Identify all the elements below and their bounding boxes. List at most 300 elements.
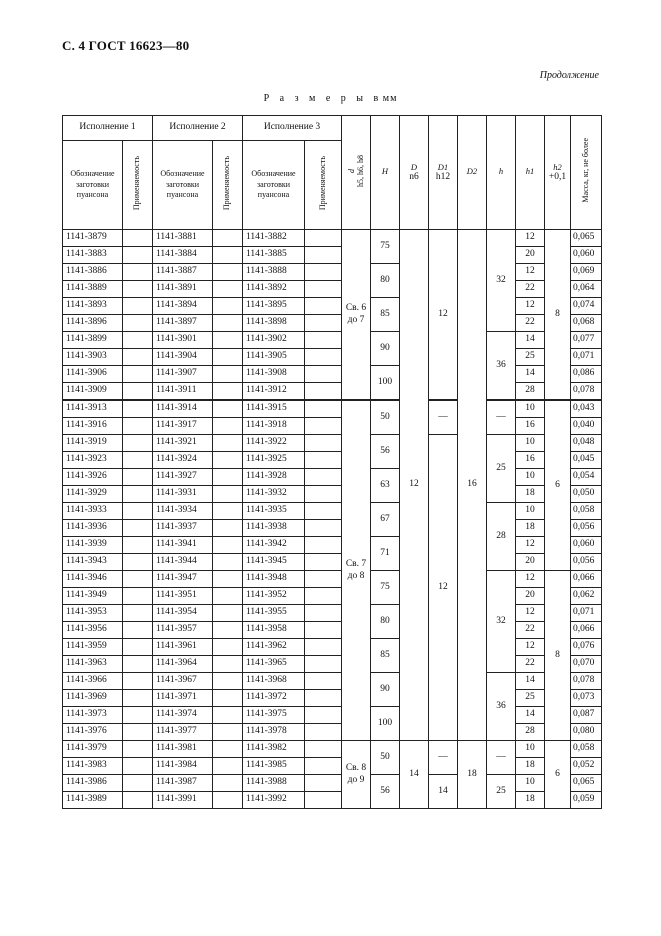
cell-D1: — <box>429 400 458 435</box>
designation-variant-2: 1141-3954 <box>153 605 213 622</box>
designation-variant-1: 1141-3919 <box>63 435 123 452</box>
applicability-cell <box>213 775 243 792</box>
table-row <box>63 741 602 758</box>
table-body <box>63 230 602 809</box>
designation-variant-3: 1141-3935 <box>243 503 305 520</box>
designation-variant-3: 1141-3912 <box>243 383 305 401</box>
designation-variant-1: 1141-3946 <box>63 571 123 588</box>
cell-mass: 0,071 <box>571 605 602 622</box>
designation-variant-1: 1141-3936 <box>63 520 123 537</box>
table-row <box>63 622 602 639</box>
header-designation-3: Обозначение заготовки пуансона <box>243 141 305 230</box>
applicability-cell <box>123 758 153 775</box>
designation-variant-3: 1141-3945 <box>243 554 305 571</box>
table-row <box>63 690 602 707</box>
cell-H: 75 <box>371 571 400 605</box>
designation-variant-1: 1141-3889 <box>63 281 123 298</box>
applicability-cell <box>213 366 243 383</box>
cell-h1: 16 <box>516 418 545 435</box>
applicability-cell <box>305 230 342 247</box>
designation-variant-2: 1141-3947 <box>153 571 213 588</box>
designation-variant-3: 1141-3882 <box>243 230 305 247</box>
cell-H: 85 <box>371 298 400 332</box>
applicability-cell <box>305 349 342 366</box>
cell-D: 14 <box>400 741 429 809</box>
designation-variant-3: 1141-3962 <box>243 639 305 656</box>
designation-variant-1: 1141-3923 <box>63 452 123 469</box>
table-row <box>63 247 602 264</box>
applicability-cell <box>305 639 342 656</box>
designation-variant-2: 1141-3904 <box>153 349 213 366</box>
cell-H: 100 <box>371 366 400 401</box>
header-D1 <box>429 116 458 230</box>
designation-variant-1: 1141-3893 <box>63 298 123 315</box>
cell-mass: 0,078 <box>571 673 602 690</box>
designation-variant-3: 1141-3988 <box>243 775 305 792</box>
designation-variant-2: 1141-3894 <box>153 298 213 315</box>
cell-D1: 14 <box>429 775 458 809</box>
designation-variant-2: 1141-3967 <box>153 673 213 690</box>
designation-variant-1: 1141-3906 <box>63 366 123 383</box>
designation-variant-2: 1141-3917 <box>153 418 213 435</box>
designation-variant-2: 1141-3887 <box>153 264 213 281</box>
cell-D1: 12 <box>429 435 458 741</box>
cell-mass: 0,077 <box>571 332 602 349</box>
cell-h1: 20 <box>516 247 545 264</box>
cell-mass: 0,052 <box>571 758 602 775</box>
table-row <box>63 435 602 452</box>
cell-h1: 18 <box>516 520 545 537</box>
applicability-cell <box>213 315 243 332</box>
applicability-cell <box>213 452 243 469</box>
cell-mass: 0,065 <box>571 230 602 247</box>
header-variant-2: Исполнение 2 <box>153 116 243 141</box>
table-row <box>63 349 602 366</box>
designation-variant-2: 1141-3944 <box>153 554 213 571</box>
designation-variant-3: 1141-3908 <box>243 366 305 383</box>
table-row <box>63 366 602 383</box>
designation-variant-2: 1141-3884 <box>153 247 213 264</box>
cell-h2: 6 <box>545 400 571 571</box>
designation-variant-3: 1141-3952 <box>243 588 305 605</box>
applicability-cell <box>305 741 342 758</box>
applicability-cell <box>305 537 342 554</box>
applicability-cell <box>305 758 342 775</box>
cell-H: 90 <box>371 673 400 707</box>
cell-h1: 20 <box>516 554 545 571</box>
applicability-cell <box>213 383 243 401</box>
applicability-cell <box>123 400 153 418</box>
table-row <box>63 298 602 315</box>
designation-variant-3: 1141-3918 <box>243 418 305 435</box>
applicability-cell <box>123 418 153 435</box>
designation-variant-2: 1141-3881 <box>153 230 213 247</box>
designation-variant-2: 1141-3927 <box>153 469 213 486</box>
designation-variant-3: 1141-3942 <box>243 537 305 554</box>
cell-h1: 28 <box>516 383 545 401</box>
cell-h: 32 <box>487 571 516 673</box>
applicability-cell <box>123 588 153 605</box>
applicability-cell <box>305 486 342 503</box>
header-h-symbol: h <box>498 166 504 177</box>
applicability-cell <box>123 366 153 383</box>
cell-h: 28 <box>487 503 516 571</box>
cell-H: 75 <box>371 230 400 264</box>
header-d <box>342 116 371 230</box>
applicability-cell <box>123 741 153 758</box>
cell-h1: 16 <box>516 452 545 469</box>
designation-variant-2: 1141-3921 <box>153 435 213 452</box>
cell-mass: 0,066 <box>571 622 602 639</box>
table-row <box>63 230 602 247</box>
designation-variant-3: 1141-3925 <box>243 452 305 469</box>
applicability-cell <box>213 503 243 520</box>
designation-variant-3: 1141-3978 <box>243 724 305 741</box>
cell-mass: 0,064 <box>571 281 602 298</box>
cell-h1: 10 <box>516 741 545 758</box>
table-row <box>63 707 602 724</box>
table-row <box>63 400 602 418</box>
applicability-cell <box>213 520 243 537</box>
cell-mass: 0,070 <box>571 656 602 673</box>
designation-variant-1: 1141-3896 <box>63 315 123 332</box>
cell-h1: 12 <box>516 639 545 656</box>
cell-h: 36 <box>487 673 516 741</box>
header-D <box>400 116 429 230</box>
applicability-cell <box>123 469 153 486</box>
designation-variant-1: 1141-3916 <box>63 418 123 435</box>
cell-mass: 0,078 <box>571 383 602 401</box>
designation-variant-3: 1141-3922 <box>243 435 305 452</box>
designation-variant-3: 1141-3902 <box>243 332 305 349</box>
cell-h1: 12 <box>516 537 545 554</box>
applicability-cell <box>213 554 243 571</box>
cell-h1: 10 <box>516 775 545 792</box>
applicability-cell <box>305 554 342 571</box>
designation-variant-1: 1141-3953 <box>63 605 123 622</box>
table-row <box>63 775 602 792</box>
applicability-cell <box>305 332 342 349</box>
header-h <box>487 116 516 230</box>
applicability-cell <box>123 230 153 247</box>
cell-mass: 0,073 <box>571 690 602 707</box>
table-row <box>63 383 602 401</box>
applicability-cell <box>305 690 342 707</box>
designation-variant-2: 1141-3961 <box>153 639 213 656</box>
designation-variant-1: 1141-3933 <box>63 503 123 520</box>
applicability-cell <box>305 418 342 435</box>
cell-mass: 0,066 <box>571 571 602 588</box>
cell-mass: 0,058 <box>571 503 602 520</box>
designation-variant-3: 1141-3975 <box>243 707 305 724</box>
header-designation-2: Обозначение заготовки пуансона <box>153 141 213 230</box>
cell-h1: 25 <box>516 690 545 707</box>
applicability-cell <box>123 281 153 298</box>
designation-variant-1: 1141-3949 <box>63 588 123 605</box>
applicability-cell <box>123 298 153 315</box>
designation-variant-3: 1141-3955 <box>243 605 305 622</box>
cell-h: 36 <box>487 332 516 401</box>
table-row <box>63 639 602 656</box>
cell-mass: 0,045 <box>571 452 602 469</box>
table-row <box>63 332 602 349</box>
applicability-cell <box>123 639 153 656</box>
designation-variant-3: 1141-3898 <box>243 315 305 332</box>
cell-d: Св. 6 до 7 <box>342 230 371 401</box>
applicability-cell <box>123 383 153 401</box>
designation-variant-1: 1141-3929 <box>63 486 123 503</box>
cell-h1: 14 <box>516 707 545 724</box>
header-applicability-2-label: Применяемость <box>222 156 232 211</box>
designation-variant-1: 1141-3989 <box>63 792 123 809</box>
cell-h1: 22 <box>516 622 545 639</box>
applicability-cell <box>123 503 153 520</box>
applicability-cell <box>213 486 243 503</box>
applicability-cell <box>123 775 153 792</box>
designation-variant-1: 1141-3959 <box>63 639 123 656</box>
applicability-cell <box>305 775 342 792</box>
cell-mass: 0,040 <box>571 418 602 435</box>
table-row <box>63 588 602 605</box>
applicability-cell <box>305 571 342 588</box>
designation-variant-1: 1141-3943 <box>63 554 123 571</box>
table-row <box>63 452 602 469</box>
designation-variant-3: 1141-3965 <box>243 656 305 673</box>
header-h2 <box>545 116 571 230</box>
header-D2-symbol: D2 <box>466 166 478 177</box>
applicability-cell <box>305 315 342 332</box>
applicability-cell <box>123 349 153 366</box>
designation-variant-3: 1141-3982 <box>243 741 305 758</box>
cell-mass: 0,069 <box>571 264 602 281</box>
designation-variant-1: 1141-3909 <box>63 383 123 401</box>
applicability-cell <box>123 315 153 332</box>
designation-variant-3: 1141-3888 <box>243 264 305 281</box>
cell-h1: 18 <box>516 758 545 775</box>
applicability-cell <box>213 264 243 281</box>
applicability-cell <box>123 690 153 707</box>
cell-H: 56 <box>371 435 400 469</box>
applicability-cell <box>123 792 153 809</box>
cell-mass: 0,062 <box>571 588 602 605</box>
cell-h: 25 <box>487 435 516 503</box>
designation-variant-1: 1141-3976 <box>63 724 123 741</box>
designation-variant-2: 1141-3901 <box>153 332 213 349</box>
applicability-cell <box>305 673 342 690</box>
applicability-cell <box>213 247 243 264</box>
header-H-symbol: H <box>381 166 389 177</box>
applicability-cell <box>123 452 153 469</box>
header-d-symbol: d <box>346 168 356 173</box>
cell-mass: 0,087 <box>571 707 602 724</box>
table-row <box>63 673 602 690</box>
cell-H: 80 <box>371 605 400 639</box>
cell-h1: 14 <box>516 366 545 383</box>
applicability-cell <box>213 758 243 775</box>
designation-variant-3: 1141-3972 <box>243 690 305 707</box>
cell-H: 63 <box>371 469 400 503</box>
table-row <box>63 656 602 673</box>
table-row <box>63 605 602 622</box>
applicability-cell <box>123 571 153 588</box>
applicability-cell <box>305 588 342 605</box>
cell-h1: 14 <box>516 673 545 690</box>
applicability-cell <box>305 298 342 315</box>
applicability-cell <box>213 469 243 486</box>
table-row <box>63 281 602 298</box>
cell-h1: 10 <box>516 400 545 418</box>
applicability-cell <box>123 724 153 741</box>
applicability-cell <box>123 520 153 537</box>
table-row <box>63 792 602 809</box>
cell-h1: 22 <box>516 656 545 673</box>
designation-variant-3: 1141-3895 <box>243 298 305 315</box>
cell-H: 71 <box>371 537 400 571</box>
designation-variant-2: 1141-3991 <box>153 792 213 809</box>
applicability-cell <box>213 400 243 418</box>
applicability-cell <box>305 281 342 298</box>
applicability-cell <box>123 247 153 264</box>
designation-variant-3: 1141-3892 <box>243 281 305 298</box>
header-variant-3: Исполнение 3 <box>243 116 342 141</box>
cell-mass: 0,050 <box>571 486 602 503</box>
cell-h: 32 <box>487 230 516 332</box>
applicability-cell <box>213 571 243 588</box>
designation-variant-3: 1141-3985 <box>243 758 305 775</box>
header-h1-symbol: h1 <box>525 166 535 177</box>
designation-variant-3: 1141-3958 <box>243 622 305 639</box>
applicability-cell <box>213 690 243 707</box>
cell-mass: 0,065 <box>571 775 602 792</box>
designation-variant-2: 1141-3987 <box>153 775 213 792</box>
cell-H: 67 <box>371 503 400 537</box>
cell-h1: 18 <box>516 486 545 503</box>
applicability-cell <box>213 537 243 554</box>
header-h1 <box>516 116 545 230</box>
designation-variant-1: 1141-3903 <box>63 349 123 366</box>
cell-h: 25 <box>487 775 516 809</box>
cell-mass: 0,068 <box>571 315 602 332</box>
applicability-cell <box>305 605 342 622</box>
table-row <box>63 503 602 520</box>
designation-variant-1: 1141-3913 <box>63 400 123 418</box>
page-header: С. 4 ГОСТ 16623—80 <box>62 38 190 53</box>
applicability-cell <box>123 486 153 503</box>
table-row <box>63 315 602 332</box>
header-D1-tol: h12 <box>435 172 451 182</box>
designation-variant-1: 1141-3956 <box>63 622 123 639</box>
applicability-cell <box>123 707 153 724</box>
applicability-cell <box>305 400 342 418</box>
table-row <box>63 758 602 775</box>
designation-variant-1: 1141-3899 <box>63 332 123 349</box>
cell-mass: 0,060 <box>571 247 602 264</box>
table-row <box>63 520 602 537</box>
cell-mass: 0,059 <box>571 792 602 809</box>
applicability-cell <box>123 264 153 281</box>
cell-H: 85 <box>371 639 400 673</box>
cell-d: Св. 7 до 8 <box>342 400 371 741</box>
cell-h2: 6 <box>545 741 571 809</box>
cell-mass: 0,060 <box>571 537 602 554</box>
cell-mass: 0,080 <box>571 724 602 741</box>
cell-H: 90 <box>371 332 400 366</box>
designation-variant-3: 1141-3932 <box>243 486 305 503</box>
table-caption <box>0 93 661 104</box>
applicability-cell <box>213 418 243 435</box>
cell-mass: 0,056 <box>571 520 602 537</box>
applicability-cell <box>213 349 243 366</box>
header-D-tol: n6 <box>409 172 419 182</box>
applicability-cell <box>305 469 342 486</box>
applicability-cell <box>213 656 243 673</box>
header-applicability-1-label: Применяемость <box>132 156 142 211</box>
header-D2 <box>458 116 487 230</box>
applicability-cell <box>213 673 243 690</box>
designation-variant-2: 1141-3974 <box>153 707 213 724</box>
applicability-cell <box>305 520 342 537</box>
header-variant-1: Исполнение 1 <box>63 116 153 141</box>
applicability-cell <box>213 622 243 639</box>
designation-variant-1: 1141-3879 <box>63 230 123 247</box>
caption-unit: в мм <box>373 93 398 104</box>
cell-h: — <box>487 741 516 775</box>
cell-h2: 8 <box>545 571 571 741</box>
cell-h1: 12 <box>516 571 545 588</box>
cell-h1: 10 <box>516 503 545 520</box>
applicability-cell <box>213 230 243 247</box>
designation-variant-2: 1141-3907 <box>153 366 213 383</box>
applicability-cell <box>305 366 342 383</box>
applicability-cell <box>305 383 342 401</box>
designation-variant-1: 1141-3886 <box>63 264 123 281</box>
designation-variant-1: 1141-3979 <box>63 741 123 758</box>
applicability-cell <box>213 639 243 656</box>
applicability-cell <box>123 622 153 639</box>
designation-variant-2: 1141-3937 <box>153 520 213 537</box>
cell-h1: 12 <box>516 605 545 622</box>
header-h2-tol: +0,1 <box>548 172 567 182</box>
designation-variant-1: 1141-3883 <box>63 247 123 264</box>
designation-variant-2: 1141-3897 <box>153 315 213 332</box>
applicability-cell <box>213 435 243 452</box>
designation-variant-2: 1141-3984 <box>153 758 213 775</box>
cell-mass: 0,058 <box>571 741 602 758</box>
header-applicability-2 <box>213 141 243 230</box>
applicability-cell <box>305 247 342 264</box>
cell-h1: 25 <box>516 349 545 366</box>
applicability-cell <box>305 724 342 741</box>
table-row <box>63 724 602 741</box>
table-row <box>63 571 602 588</box>
applicability-cell <box>305 622 342 639</box>
header-applicability-3-label: Применяемость <box>317 156 327 211</box>
cell-D1: — <box>429 741 458 775</box>
applicability-cell <box>213 332 243 349</box>
designation-variant-2: 1141-3934 <box>153 503 213 520</box>
cell-h1: 12 <box>516 230 545 247</box>
cell-h1: 12 <box>516 298 545 315</box>
designation-variant-1: 1141-3969 <box>63 690 123 707</box>
designation-variant-3: 1141-3928 <box>243 469 305 486</box>
table-row <box>63 537 602 554</box>
applicability-cell <box>213 605 243 622</box>
designation-variant-2: 1141-3941 <box>153 537 213 554</box>
applicability-cell <box>305 503 342 520</box>
cell-mass: 0,074 <box>571 298 602 315</box>
designation-variant-2: 1141-3924 <box>153 452 213 469</box>
cell-h: — <box>487 400 516 435</box>
